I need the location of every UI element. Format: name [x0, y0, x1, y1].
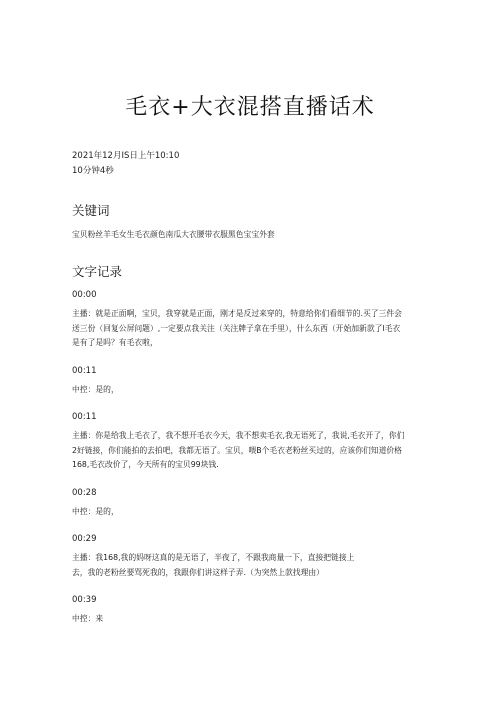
keywords-heading: 关键词 [72, 203, 110, 218]
document-title: 毛衣+大衣混搭直播话术 [125, 95, 375, 120]
transcript-entry [72, 412, 434, 473]
entry-text-line: 168,毛衣改价了，今天所有的宝贝99块钱. [72, 460, 219, 469]
entry-timestamp: 00:29 [72, 534, 97, 544]
entry-text-line: 中控：是的， [72, 384, 119, 394]
entry-text-line: 中控：来 [72, 614, 104, 623]
transcript-entry [72, 534, 434, 580]
entry-text-line: 是有了是吗？有毛衣啦， [72, 338, 158, 347]
recording-date: 2021年12月IS日上午10:10 [72, 151, 180, 161]
transcript-entry [72, 366, 434, 398]
transcript-entry [72, 290, 434, 351]
entry-timestamp: 00:11 [72, 365, 97, 376]
entry-text-line: 主播：就是正面啊，宝贝，我穿就是正面，刚才是反过来穿的，特意给你们看细节的.买了三件会 [72, 309, 402, 318]
entry-text-line: 中控：是的， [72, 506, 119, 516]
entry-text-line: 2好链接，你们能拍的去拍吧，我都无语了。宝贝，喂B个毛衣老粉丝买过的，应该你们知道价格 [72, 445, 402, 455]
recording-duration: 10分钟4秒 [72, 166, 114, 176]
transcript-entries [72, 290, 434, 642]
entry-timestamp: 00:39 [72, 595, 97, 605]
transcript-heading: 文字记录 [72, 264, 123, 279]
entry-text-line: 主播：你是给我上毛衣了，我不想开毛衣今天，我不想卖毛衣,我无语死了，我说,毛衣开了，你们 [72, 431, 405, 440]
entry-text-line: 送三份（回复公屏问题）,一定要点我关注（关注牌子拿在手里），什么东西（开始加新款了I毛衣 [72, 323, 401, 333]
entry-timestamp: 00:28 [72, 487, 97, 498]
entry-text-line: 主播：我168,我的妈呀这真的是无语了，半夜了，不跟我商量一下，直接把链接上 [72, 553, 355, 562]
entry-text-line: 去，我的老粉丝要骂死我的，我跟你们讲这样子弄.（为突然上款找理由） [72, 567, 324, 577]
transcript-entry [72, 488, 434, 520]
entry-timestamp: 00:11 [72, 412, 97, 422]
entry-timestamp: 00:00 [72, 290, 97, 300]
keywords-text: 宝贝粉丝羊毛女生毛衣颜色南瓜大衣腰带衣服黑色宝宝外套 [72, 230, 275, 239]
transcript-entry [72, 595, 434, 627]
